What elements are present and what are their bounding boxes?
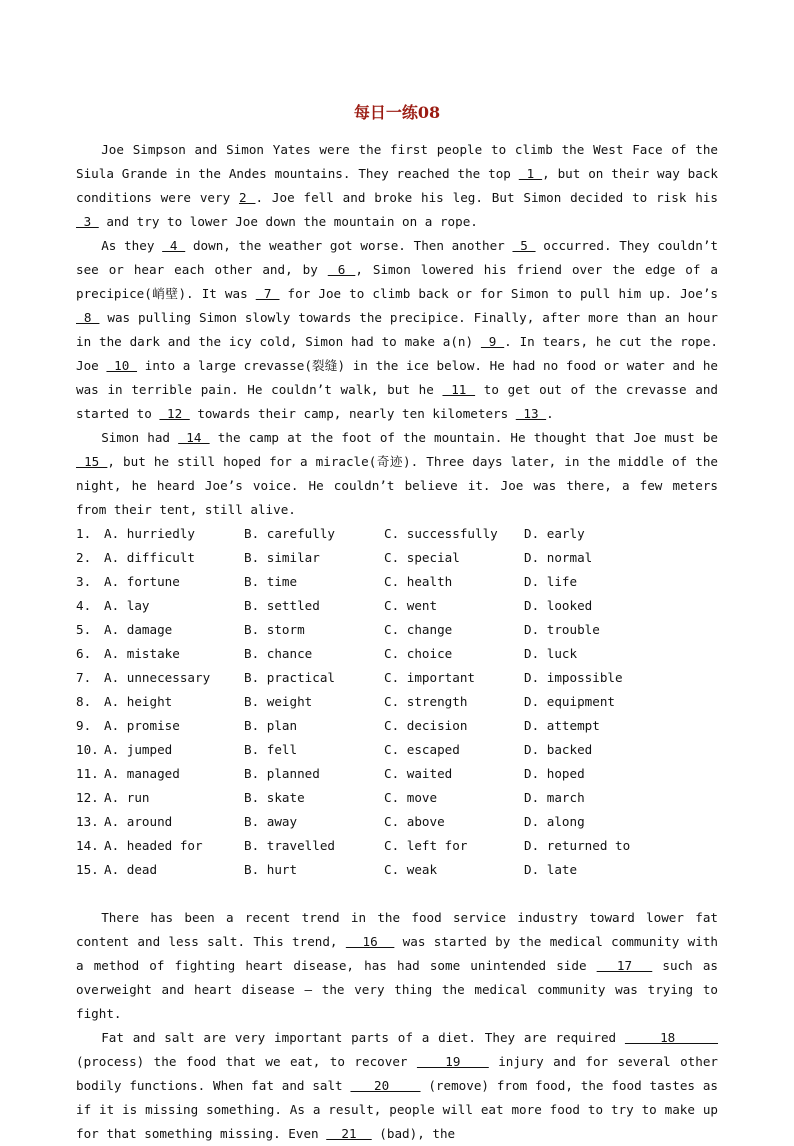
blank-15: 15	[76, 454, 108, 469]
blank-6: 6	[327, 262, 356, 277]
page-title: 每日一练08	[353, 103, 441, 122]
passage1-paragraph3: Simon had 14 the camp at the foot of the mountain. He thought that Joe must be 15 , but he still hoped for a miracle(奇迹). Three days later, in the middle of the night, he heard Joe’s voice. He couldn’t believe it. Joe was there, a few meters from their tent, still alive.	[76, 430, 718, 517]
blank-8: 8	[76, 310, 100, 325]
option-a: A. run	[104, 790, 150, 805]
document-page	[76, 100, 718, 1146]
question-number: 8.	[76, 694, 92, 709]
option-c: C. important	[384, 670, 475, 685]
option-d: D. looked	[524, 598, 593, 613]
question-number: 10.	[76, 742, 99, 757]
option-c: C. special	[384, 550, 460, 565]
option-a: A. dead	[104, 862, 158, 877]
option-a: A. headed for	[104, 838, 203, 853]
option-c: C. successfully	[384, 526, 498, 541]
option-a: A. fortune	[104, 574, 180, 589]
option-row	[76, 546, 718, 570]
option-d: D. returned to	[524, 838, 631, 853]
option-b: B. skate	[244, 790, 305, 805]
question-number: 11.	[76, 766, 99, 781]
blank-21: 21	[326, 1126, 372, 1141]
option-a: A. managed	[104, 766, 180, 781]
blank-5: 5	[512, 238, 536, 253]
question-number: 13.	[76, 814, 99, 829]
option-b: B. fell	[244, 742, 298, 757]
blank-20: 20	[350, 1078, 421, 1093]
option-b: B. storm	[244, 622, 305, 637]
option-d: D. along	[524, 814, 585, 829]
option-row	[76, 522, 718, 546]
question-number: 4.	[76, 598, 92, 613]
question-number: 15.	[76, 862, 99, 877]
option-d: D. backed	[524, 742, 593, 757]
option-a: A. jumped	[104, 742, 173, 757]
option-row	[76, 642, 718, 666]
option-d: D. equipment	[524, 694, 615, 709]
blank-13: 13	[515, 406, 547, 421]
option-b: B. planned	[244, 766, 320, 781]
blank-17: 17	[596, 958, 653, 973]
option-d: D. life	[524, 574, 578, 589]
option-d: D. trouble	[524, 622, 600, 637]
blank-1: 1	[518, 166, 543, 181]
option-b: B. practical	[244, 670, 335, 685]
blank-14: 14	[178, 430, 210, 445]
question-number: 9.	[76, 718, 92, 733]
option-b: B. time	[244, 574, 298, 589]
option-a: A. damage	[104, 622, 173, 637]
option-c: C. change	[384, 622, 453, 637]
option-row	[76, 594, 718, 618]
blank-18: 18	[624, 1030, 719, 1045]
option-row	[76, 762, 718, 786]
question-number: 5.	[76, 622, 92, 637]
option-row	[76, 618, 718, 642]
question-number: 6.	[76, 646, 92, 661]
option-c: C. decision	[384, 718, 468, 733]
option-row	[76, 738, 718, 762]
option-row	[76, 570, 718, 594]
option-b: B. plan	[244, 718, 298, 733]
passage2-paragraph1: There has been a recent trend in the food service industry toward lower fat content and less salt. This trend, 16 was started by the medical community with a method of fighting heart disease, has had some unintended side 17 such as overweight and heart disease — the very thing the medical community was trying to fight.	[76, 910, 719, 1021]
blank-4: 4	[162, 238, 186, 253]
option-c: C. choice	[384, 646, 453, 661]
option-d: D. hoped	[524, 766, 585, 781]
option-c: C. move	[384, 790, 438, 805]
option-d: D. impossible	[524, 670, 623, 685]
option-a: A. promise	[104, 718, 180, 733]
blank-16: 16	[345, 934, 395, 949]
option-b: B. chance	[244, 646, 313, 661]
option-b: B. away	[244, 814, 298, 829]
section-gap	[76, 882, 718, 906]
question-number: 2.	[76, 550, 92, 565]
option-d: D. late	[524, 862, 578, 877]
option-b: B. similar	[244, 550, 320, 565]
question-number: 1.	[76, 526, 92, 541]
blank-3: 3	[76, 214, 99, 229]
option-b: B. weight	[244, 694, 313, 709]
option-a: A. height	[104, 694, 173, 709]
option-a: A. around	[104, 814, 173, 829]
blank-12: 12	[159, 406, 190, 421]
passage1-paragraph2: As they 4 down, the weather got worse. Then another 5 occurred. They couldn’t see or hear each other and, by 6 , Simon lowered his friend over the edge of a precipice(峭壁). It was 7 for Joe to climb back or for Simon to pull him up. Joe’s 8 was pulling Simon slowly towards the precipice. Finally, after more than an hour in the dark and the icy cold, Simon had to make a(n) 9 . In tears, he cut the rope. Joe 10 into a large crevasse(裂缝) in the ice below. He had no food or water and he was in terrible pain. He couldn’t walk, but he 11 to get out of the crevasse and started to 12 towards their camp, nearly ten kilometers 13 .	[76, 238, 719, 421]
passage2-paragraph2: Fat and salt are very important parts of a diet. They are required 18 (process) the food that we eat, to recover 19 injury and for several other bodily functions. When fat and salt 20 (remove) from food, the food tastes as if it is missing something. As a result, people will eat more food to try to make up for that something missing. Even 21 (bad), the	[76, 1030, 719, 1141]
option-a: A. difficult	[104, 550, 195, 565]
question-number: 12.	[76, 790, 99, 805]
option-c: C. weak	[384, 862, 438, 877]
question-number: 7.	[76, 670, 92, 685]
option-c: C. health	[384, 574, 453, 589]
option-d: D. attempt	[524, 718, 600, 733]
blank-10: 10	[106, 358, 138, 373]
option-row	[76, 666, 718, 690]
blank-9: 9	[480, 334, 505, 349]
option-c: C. escaped	[384, 742, 460, 757]
option-b: B. hurt	[244, 862, 298, 877]
option-a: A. mistake	[104, 646, 180, 661]
option-c: C. waited	[384, 766, 453, 781]
blank-19: 19	[416, 1054, 489, 1069]
option-row	[76, 690, 718, 714]
blank-11: 11	[442, 382, 476, 397]
question-number: 3.	[76, 574, 92, 589]
option-d: D. normal	[524, 550, 593, 565]
option-row	[76, 858, 718, 882]
option-c: C. left for	[384, 838, 468, 853]
option-d: D. early	[524, 526, 585, 541]
option-a: A. hurriedly	[104, 526, 195, 541]
option-row	[76, 714, 718, 738]
option-b: B. travelled	[244, 838, 335, 853]
option-b: B. carefully	[244, 526, 335, 541]
option-row	[76, 834, 718, 858]
question-number: 14.	[76, 838, 99, 853]
passage1-paragraph1: Joe Simpson and Simon Yates were the first people to climb the West Face of the Siula Grande in the Andes mountains. They reached the top 1 , but on their way back conditions were very 2 . Joe fell and broke his leg. But Simon decided to risk his 3 and try to lower Joe down the mountain on a rope.	[76, 142, 719, 229]
option-b: B. settled	[244, 598, 320, 613]
option-row	[76, 810, 718, 834]
blank-7: 7	[255, 286, 280, 301]
option-c: C. went	[384, 598, 438, 613]
option-row	[76, 786, 718, 810]
option-c: C. above	[384, 814, 445, 829]
option-a: A. lay	[104, 598, 150, 613]
blank-2: 2	[239, 190, 256, 205]
option-d: D. march	[524, 790, 585, 805]
options-list	[76, 522, 718, 882]
option-c: C. strength	[384, 694, 468, 709]
option-a: A. unnecessary	[104, 670, 211, 685]
option-d: D. luck	[524, 646, 578, 661]
